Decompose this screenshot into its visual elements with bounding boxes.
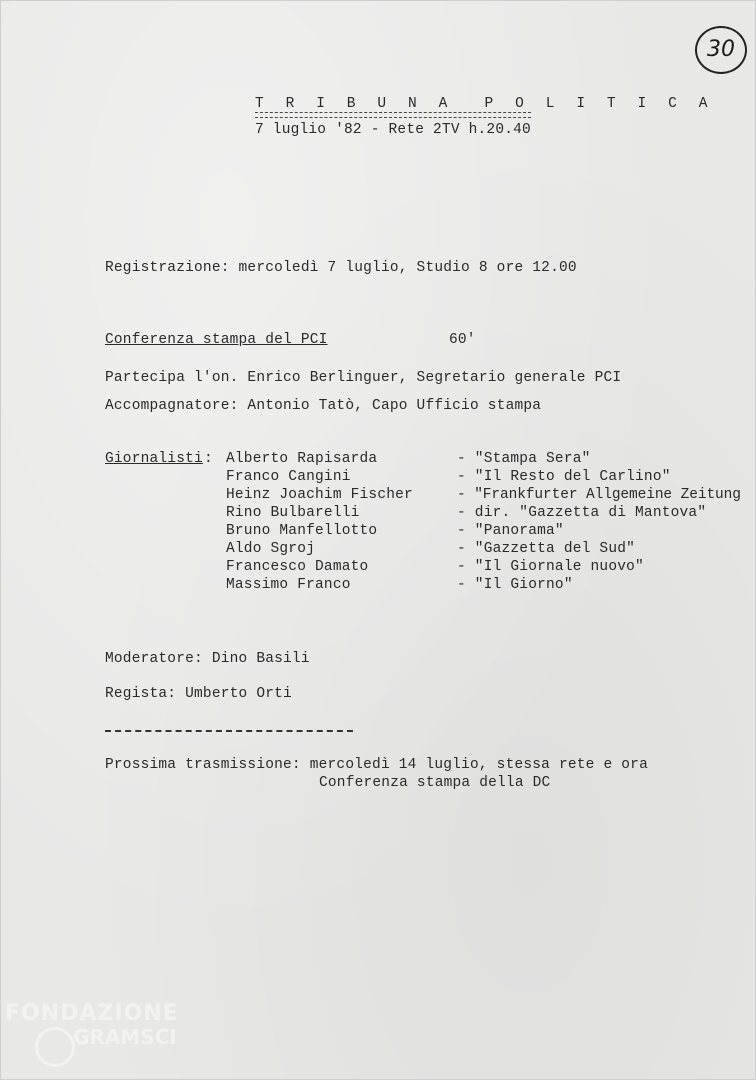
journalists-colon: : [204, 451, 213, 467]
companion-line: Accompagnatore: Antonio Tatò, Capo Ufficio stampa [105, 398, 542, 414]
journalist-name: Alberto Rapisarda [226, 451, 378, 467]
journalist-outlet: - dir. "Gazzetta di Mantova" [457, 505, 707, 521]
director-line: Regista: Umberto Orti [105, 686, 292, 702]
next-broadcast-line: Prossima trasmissione: mercoledì 14 luglio, stessa rete e ora [105, 757, 648, 773]
document-title: T R I B U N A P O L I T I C A [255, 96, 715, 112]
broadcast-date-line: 7 luglio '82 - Rete 2TV h.20.40 [255, 122, 531, 138]
journalist-outlet: - "Il Giornale nuovo" [457, 559, 644, 575]
moderator-line: Moderatore: Dino Basili [105, 651, 310, 667]
next-broadcast-subject: Conferenza stampa della DC [319, 775, 551, 791]
conference-title: Conferenza stampa del PCI [105, 332, 328, 348]
conference-duration: 60' [449, 332, 476, 348]
journalist-name: Franco Cangini [226, 469, 351, 485]
page-number-stamp: 30 [695, 26, 747, 74]
journalist-name: Rino Bulbarelli [226, 505, 360, 521]
journalist-outlet: - "Frankfurter Allgemeine Zeitung [457, 487, 741, 503]
journalist-name: Bruno Manfellotto [226, 523, 378, 539]
journalist-name: Heinz Joachim Fischer [226, 487, 413, 503]
separator-line [105, 730, 353, 732]
archive-watermark-logo [35, 1027, 75, 1067]
journalist-name: Francesco Damato [226, 559, 369, 575]
participant-line: Partecipa l'on. Enrico Berlinguer, Segretario generale PCI [105, 370, 622, 386]
archive-watermark-text-2: GRAMSCI [73, 1025, 177, 1049]
journalist-outlet: - "Stampa Sera" [457, 451, 591, 467]
title-double-underline [255, 112, 531, 118]
journalists-label: Giornalisti [105, 451, 203, 467]
journalist-outlet: - "Panorama" [457, 523, 564, 539]
registration-line: Registrazione: mercoledì 7 luglio, Studio 8 ore 12.00 [105, 260, 577, 276]
archive-watermark-text: FONDAZIONE [5, 1001, 179, 1026]
journalist-outlet: - "Gazzetta del Sud" [457, 541, 636, 557]
journalist-outlet: - "Il Giorno" [457, 577, 573, 593]
journalist-name: Aldo Sgroj [226, 541, 316, 557]
journalist-outlet: - "Il Resto del Carlino" [457, 469, 671, 485]
journalist-name: Massimo Franco [226, 577, 351, 593]
